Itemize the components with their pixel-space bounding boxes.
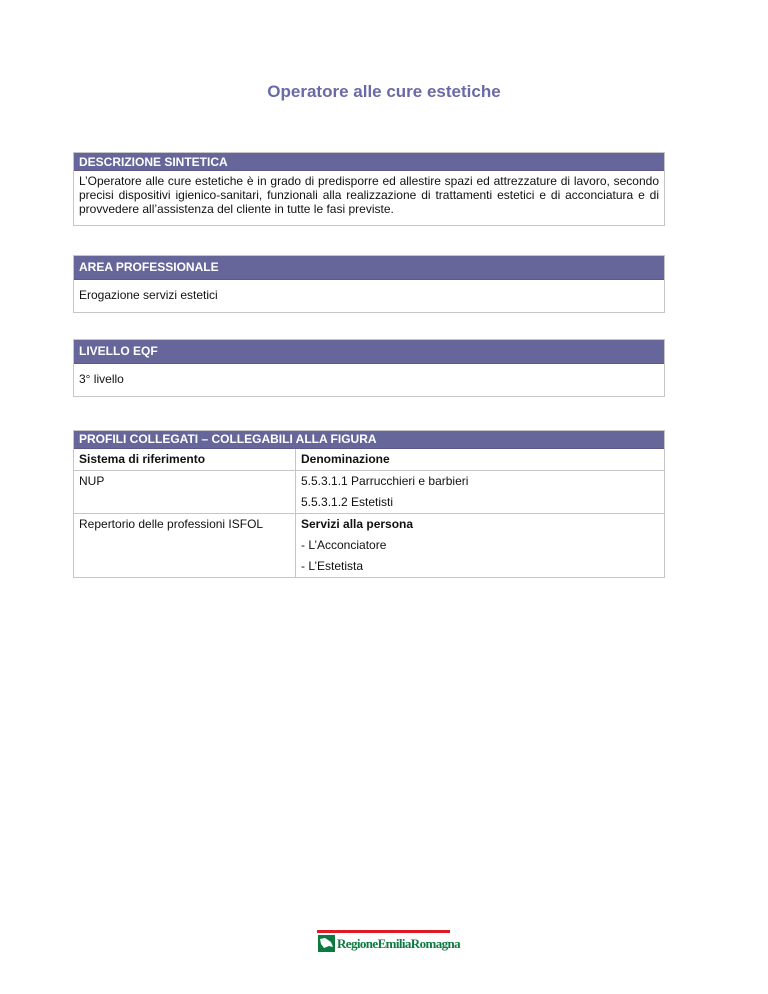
table-row	[74, 514, 664, 578]
profili-section	[73, 430, 665, 578]
table-cell-sistema	[74, 471, 296, 514]
denominazione-item: - L’Acconciatore	[301, 538, 387, 552]
table-cell-denominazione	[296, 514, 665, 578]
livello-value: 3° livello	[79, 372, 124, 386]
table-cell-sistema	[74, 514, 296, 578]
table-cell-denominazione	[296, 471, 665, 514]
table-header-row	[74, 449, 664, 471]
profili-table	[74, 449, 664, 577]
table-row	[74, 471, 664, 514]
area-header: AREA PROFESSIONALE	[74, 256, 664, 280]
denominazione-item: - L’Estetista	[301, 559, 364, 573]
descrizione-section	[73, 152, 665, 226]
area-value: Erogazione servizi estetici	[79, 288, 218, 302]
document-title: Operatore alle cure estetiche	[267, 82, 501, 101]
descrizione-text: L’Operatore alle cure estetiche è in grado di predisporre ed allestire spazi ed attrezzature di lavoro, secondo precisi dispositivi igienico-sanitari, funzionali alla realizzazione di trattamenti estetici e di acconciatura e di provvedere all’assistenza del cliente in tutte le fasi previste.	[79, 174, 659, 216]
logo-red-bar	[317, 930, 450, 933]
profili-header: PROFILI COLLEGATI – COLLEGABILI ALLA FIGURA	[74, 431, 664, 449]
sistema-nup: NUP	[79, 474, 105, 488]
livello-header: LIVELLO EQF	[74, 340, 664, 364]
denominazione-item: 5.5.3.1.2 Estetisti	[301, 495, 394, 509]
regione-logo	[317, 930, 461, 954]
column-header-sistema: Sistema di riferimento	[74, 449, 296, 471]
sistema-isfol: Repertorio delle professioni ISFOL	[79, 517, 264, 531]
denominazione-category: Servizi alla persona	[301, 517, 414, 531]
descrizione-header: DESCRIZIONE SINTETICA	[74, 153, 664, 171]
logo-wordmark: RegioneEmiliaRomagna	[337, 936, 461, 951]
livello-section	[73, 339, 665, 397]
denominazione-item: 5.5.3.1.1 Parrucchieri e barbieri	[301, 474, 469, 488]
column-header-denominazione: Denominazione	[296, 449, 665, 471]
area-section	[73, 255, 665, 313]
region-map-icon	[318, 935, 335, 952]
